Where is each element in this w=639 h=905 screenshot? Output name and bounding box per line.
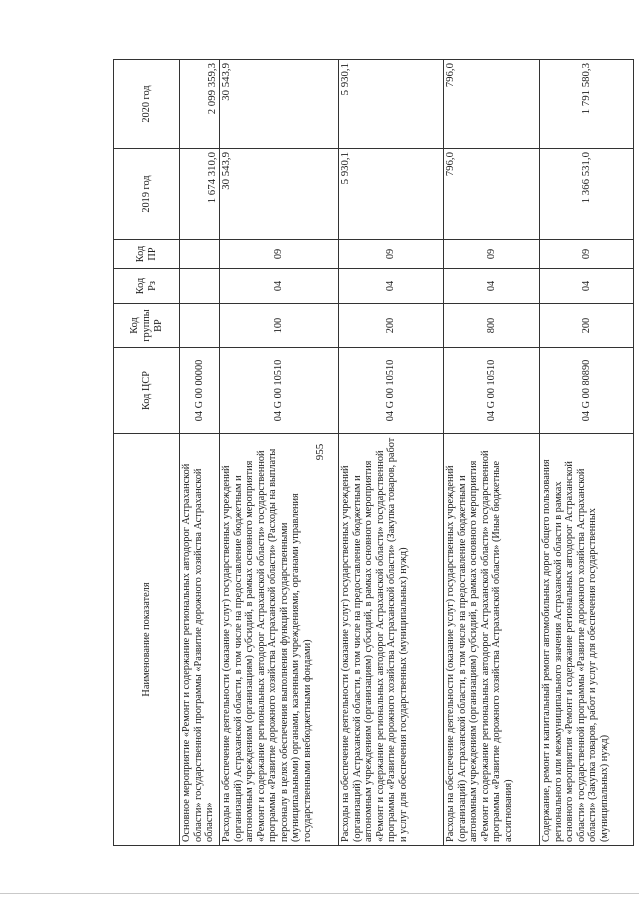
table-row <box>540 60 634 846</box>
row-csr: 04 G 00 10510 <box>444 348 540 434</box>
row-vr: 800 <box>444 304 540 348</box>
row-2019: 796,0 <box>444 149 540 240</box>
row-name: Расходы на обеспечение деятельности (оказание услуг) государственных учреждений (организаций) Астраханской области, в том числе на предоставление бюджетным и автономным учреждениям (организациям) субсидий, в рамках основного мероприятия «Ремонт и содержание региональных автодорог Астраханской области» государственной программы «Развитие дорожного хозяйства Астраханской области» (Иные бюджетные ассигнования) <box>444 434 540 846</box>
row-rz: 04 <box>220 269 339 304</box>
row-2019: 1 366 531,0 <box>540 149 634 240</box>
header-csr: Код ЦСР <box>114 348 180 434</box>
table-row <box>220 60 339 846</box>
rotated-table-container <box>113 60 610 846</box>
row-2020: 30 543,9 <box>220 60 339 149</box>
row-name: Содержание, ремонт и капитальный ремонт автомобильных дорог общего пользования регионального или межмуниципального значения Астраханской области в рамках основного мероприятия «Ремонт и содержание региональных автодорог Астраханской области» государственной программы «Развитие дорожного хозяйства Астраханской области» (Закупка товаров, работ и услуг для обеспечения государственных (муниципальных) нужд) <box>540 434 634 846</box>
row-2020: 796,0 <box>444 60 540 149</box>
row-pr: 09 <box>540 240 634 269</box>
scan-edge-line <box>0 893 639 894</box>
budget-table <box>113 59 634 846</box>
row-vr: 100 <box>220 304 339 348</box>
row-vr: 200 <box>339 304 444 348</box>
table-header-row <box>114 60 180 846</box>
row-name: Основное мероприятие «Ремонт и содержание региональных автодорог Астраханской области» государственной программы «Развитие дорожного хозяйства Астраханской области» <box>180 434 220 846</box>
row-rz: 04 <box>540 269 634 304</box>
header-vr: Код группы ВР <box>114 304 180 348</box>
row-2019: 1 674 310,0 <box>180 149 220 240</box>
row-vr: 200 <box>540 304 634 348</box>
table-row <box>339 60 444 846</box>
row-csr: 04 G 00 10510 <box>339 348 444 434</box>
row-rz: 04 <box>339 269 444 304</box>
row-pr <box>180 240 220 269</box>
row-pr: 09 <box>220 240 339 269</box>
row-pr: 09 <box>444 240 540 269</box>
row-name: Расходы на обеспечение деятельности (оказание услуг) государственных учреждений (организаций) Астраханской области, в том числе на предоставление бюджетным и автономным учреждениям (организациям) субсидий, в рамках основного мероприятия «Ремонт и содержание региональных автодорог Астраханской области» государственной программы «Развитие дорожного хозяйства Астраханской области» (Закупка товаров, работ и услуг для обеспечения государственных (муниципальных) нужд) <box>339 434 444 846</box>
row-csr: 04 G 00 80890 <box>540 348 634 434</box>
row-csr: 04 G 00 10510 <box>220 348 339 434</box>
row-rz <box>180 269 220 304</box>
row-2020: 2 099 359,3 <box>180 60 220 149</box>
header-2019: 2019 год <box>114 149 180 240</box>
header-rz: Код Рз <box>114 269 180 304</box>
header-pr: Код ПР <box>114 240 180 269</box>
row-vr <box>180 304 220 348</box>
row-2019: 5 930,1 <box>339 149 444 240</box>
row-2019: 30 543,9 <box>220 149 339 240</box>
row-2020: 5 930,1 <box>339 60 444 149</box>
header-2020: 2020 год <box>114 60 180 149</box>
header-name: Наименование показателя <box>114 434 180 846</box>
row-name: Расходы на обеспечение деятельности (оказание услуг) государственных учреждений (организаций) Астраханской области, в том числе на предоставление бюджетным и автономным учреждениям (организациям) субсидий, в рамках основного мероприятия «Ремонт и содержание региональных автодорог Астраханской области» государственной программы «Развитие дорожного хозяйства Астраханской области» (Расходы на выплаты персоналу в целях обеспечения выполнения функций государственными (муниципальными) органами, казенными учреждениями, органами управления государственными внебюджетными фондами) <box>220 434 339 846</box>
row-rz: 04 <box>444 269 540 304</box>
table-row <box>180 60 220 846</box>
table-row <box>444 60 540 846</box>
row-csr: 04 G 00 00000 <box>180 348 220 434</box>
page-number: 955 <box>314 443 326 461</box>
row-pr: 09 <box>339 240 444 269</box>
row-2020: 1 791 580,3 <box>540 60 634 149</box>
